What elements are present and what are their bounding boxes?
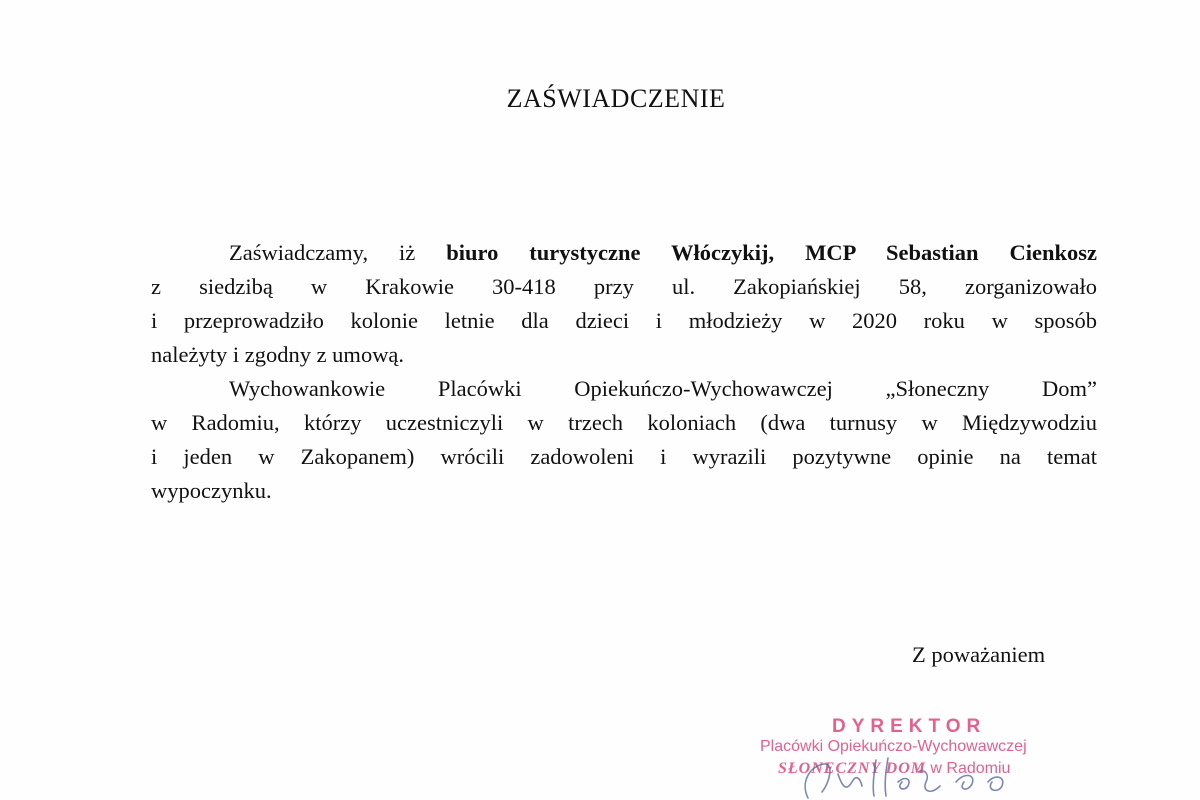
- handwritten-signature: [780, 752, 1080, 800]
- document-body: [151, 236, 1097, 508]
- paragraph-1-line-4: należyty i zgodny z umową.: [151, 342, 405, 367]
- paragraph-1-line-1: [151, 236, 1097, 270]
- closing-salutation: Z poważaniem: [912, 642, 1046, 667]
- stamp-house-name: SŁONECZNY DOM: [778, 760, 926, 777]
- paragraph-2-line-3: i jeden w Zakopanem) wrócili zadowoleni i wyrazili pozytywne opinie na temat: [151, 444, 1097, 469]
- signature-stroke: [805, 758, 1003, 798]
- paragraph-1: [151, 236, 1097, 372]
- document-title: ZAŚWIADCZENIE: [506, 84, 726, 113]
- stamp-title: DYREKTOR: [832, 716, 987, 737]
- paragraph-1-line-2: z siedzibą w Krakowie 30-418 przy ul. Zakopiańskiej 58, zorganizowało: [151, 274, 1097, 299]
- paragraph-2-line-2: w Radomiu, którzy uczestniczyli w trzech koloniach (dwa turnusy w Międzywodziu: [151, 410, 1097, 435]
- paragraph-2-line-4: wypoczynku.: [151, 478, 272, 503]
- stamp-institution: Placówki Opiekuńczo-Wychowawczej: [760, 738, 1027, 755]
- paragraph-2-line-1: Wychowankowie Placówki Opiekuńczo-Wychowawczej „Słoneczny Dom”: [229, 376, 1097, 401]
- paragraph-1-line-3: i przeprowadziło kolonie letnie dla dzieci i młodzieży w 2020 roku w sposób: [151, 308, 1097, 333]
- stamp-city: w Radomiu: [925, 760, 1011, 777]
- paragraph-1-intro: Zaświadczamy, iż: [229, 240, 447, 265]
- company-name: biuro turystyczne Włóczykij, MCP Sebastian Cienkosz: [446, 240, 1097, 265]
- paragraph-2: [151, 372, 1097, 508]
